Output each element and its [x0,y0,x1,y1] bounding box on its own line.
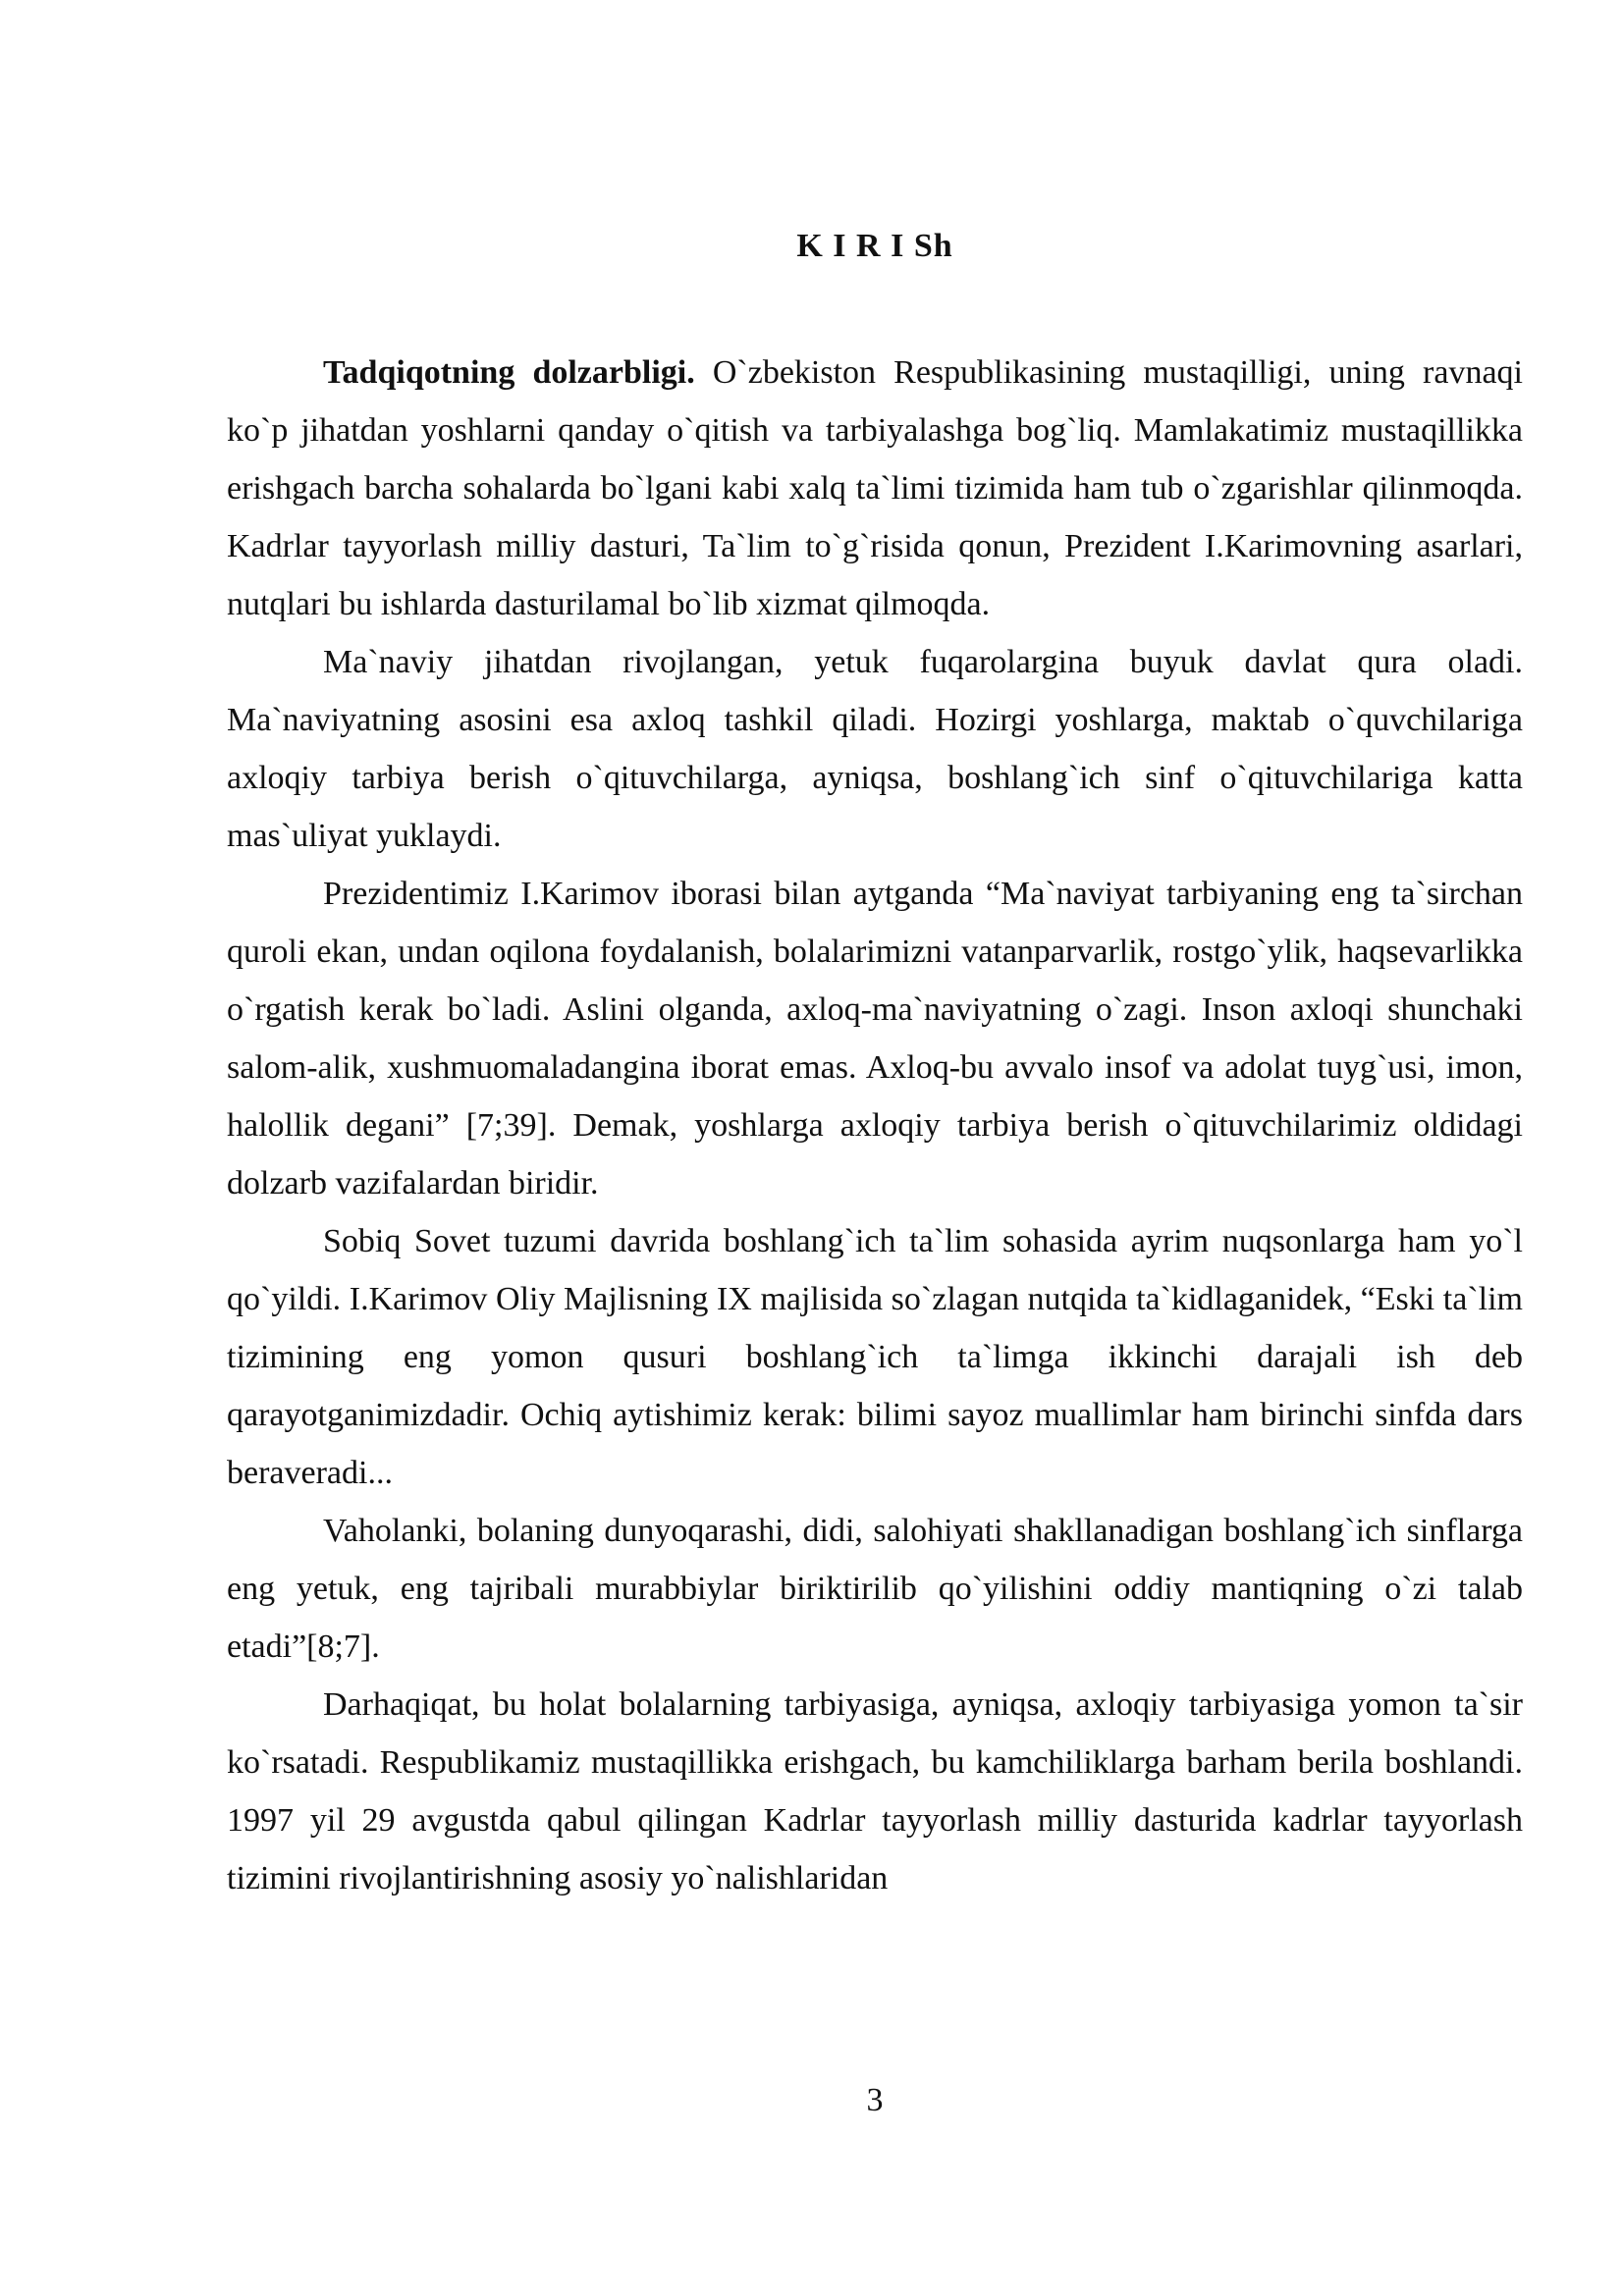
page-number: 3 [866,2082,884,2118]
paragraph-text: O`zbekiston Respublikasining mustaqilligi, uning ravnaqi ko`p jihatdan yoshlarni qanday o`qitish va tarbiyalashga bog`liq. Mamlakatimiz mustaqillikka erishgach barcha sohalarda bo`lgani kabi xalq ta`limi tizimida ham tub o`zgarishlar qilinmoqda. Kadrlar tayyorlash milliy dasturi, Ta`lim to`g`risida qonun, Prezident I.Karimovning asarlari, nutqlari bu ishlarda dasturilamal bo`lib xizmat qilmoqda. [227,354,1523,622]
paragraph-relevance [227,344,1523,633]
paragraph-president-quote: Prezidentimiz I.Karimov iborasi bilan aytganda “Ma`naviyat tarbiyaning eng ta`sirchan quroli ekan, undan oqilona foydalanish, bolalarimizni vatanparvarlik, rostgo`ylik, haqsevarlikka o`rgatish kerak bo`ladi. Aslini olganda, axloq-ma`naviyatning o`zagi. Inson axloqi shunchaki salom-alik, xushmuomaladangina iborat emas. Axloq-bu avvalo insof va adolat tuyg`usi, imon, halollik degani” [7;39]. Demak, yoshlarga axloqiy tarbiya berish o`qituvchilarimiz oldidagi dolzarb vazifalardan biridir. [227,876,1523,1201]
paragraph-spirituality: Ma`naviy jihatdan rivojlangan, yetuk fuqarolargina buyuk davlat qura oladi. Ma`naviyatning asosini esa axloq tashkil qiladi. Hozirgi yoshlarga, maktab o`quvchilariga axloqiy tarbiya berish o`qituvchilarga, ayniqsa, boshlang`ich sinf o`qituvchilariga katta mas`uliyat yuklaydi. [227,644,1523,854]
paragraph-soviet-era: Sobiq Sovet tuzumi davrida boshlang`ich ta`lim sohasida ayrim nuqsonlarga ham yo`l qo`yildi. I.Karimov Oliy Majlisning IX majlisida so`zlagan nutqida ta`kidlaganidek, “Eski ta`lim tizimining eng yomon qusuri boshlang`ich ta`limga ikkinchi darajali ish deb qarayotganimizdadir. Ochiq aytishimiz kerak: bilimi sayoz muallimlar ham birinchi sinfda dars beraveradi... [227,1223,1523,1491]
paragraph-reforms: Darhaqiqat, bu holat bolalarning tarbiyasiga, ayniqsa, axloqiy tarbiyasiga yomon ta`sir ko`rsatadi. Respublikamiz mustaqillikka erishgach, bu kamchiliklarga barham berila boshlandi. 1997 yil 29 avgustda qabul qilingan Kadrlar tayyorlash milliy dasturida kadrlar tayyorlash tizimini rivojlantirishning asosiy yo`nalishlaridan [227,1686,1523,1896]
paragraph-lead-term: Tadqiqotning dolzarbligi. [323,354,695,391]
section-heading: K I R I Sh [796,228,953,264]
paragraph-primary-classes: Vaholanki, bolaning dunyoqarashi, didi, salohiyati shakllanadigan boshlang`ich sinflarga eng yetuk, eng tajribali murabbiylar biriktirilib qo`yilishini oddiy mantiqning o`zi talab etadi”[8;7]. [227,1513,1523,1665]
document-body [227,344,1523,1907]
